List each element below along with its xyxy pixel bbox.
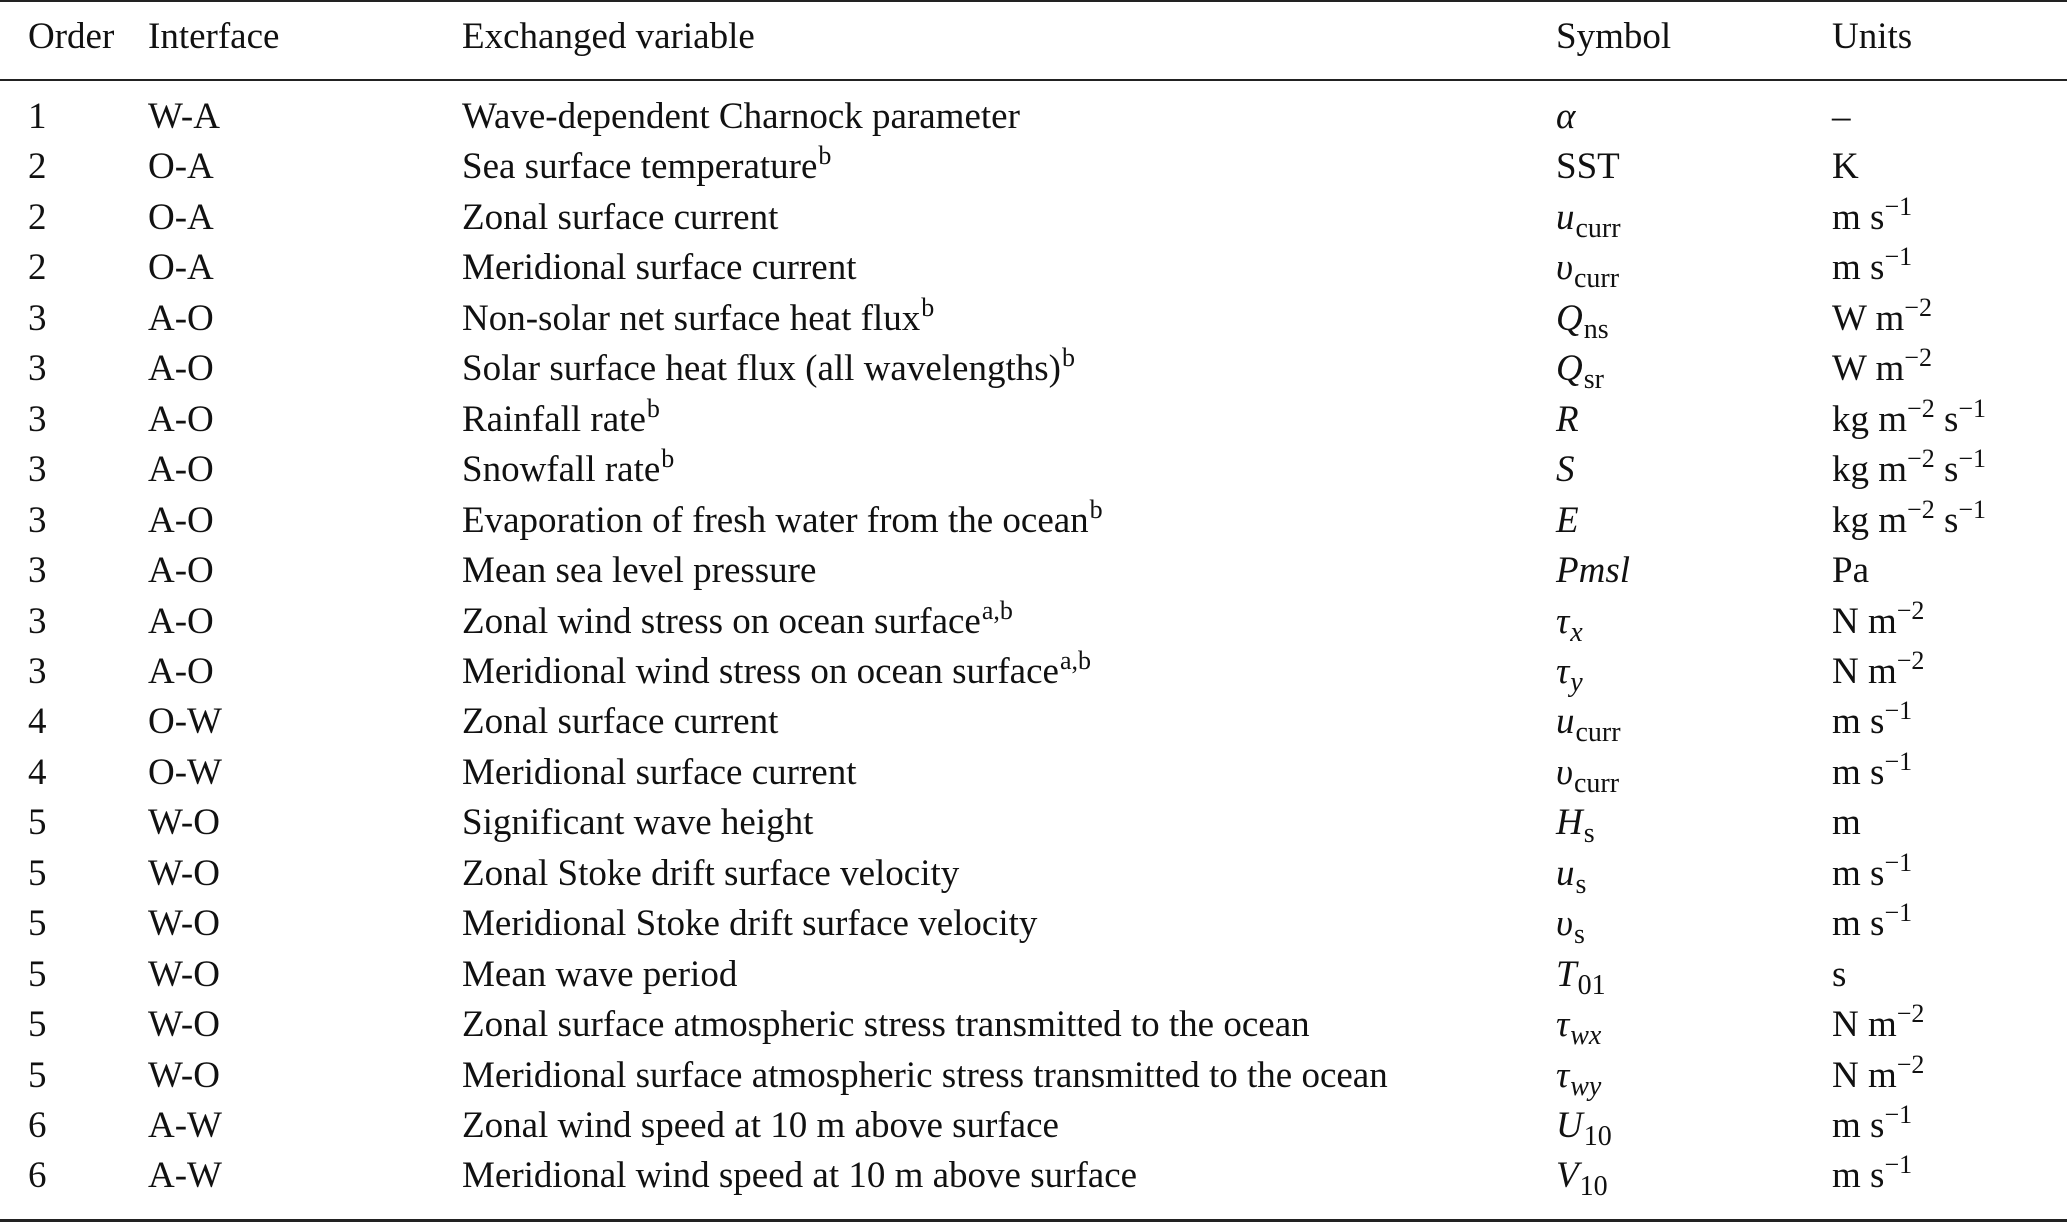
cell-symbol: [1556, 294, 1609, 344]
cell-order: 5: [28, 1054, 47, 1096]
cell-interface: A-O: [148, 297, 214, 339]
variable-text: Meridional wind stress on ocean surface: [462, 650, 1059, 692]
table-row: [0, 193, 2067, 243]
cell-symbol: [1556, 1051, 1601, 1101]
symbol-base: Q: [1556, 297, 1583, 339]
variable-text: Meridional surface atmospheric stress transmitted to the ocean: [462, 1054, 1388, 1096]
variable-text: Zonal surface atmospheric stress transmitted to the ocean: [462, 1004, 1310, 1046]
cell-order: 3: [28, 449, 47, 491]
cell-units: [1832, 344, 1932, 394]
cell-interface: W-O: [148, 802, 220, 844]
cell-variable: [462, 344, 1075, 394]
cell-order: 3: [28, 348, 47, 390]
table-row: [0, 243, 2067, 293]
symbol-subscript: wx: [1570, 1020, 1602, 1052]
units-exponent: −2: [1896, 999, 1925, 1029]
cell-variable: [462, 697, 778, 747]
cell-variable: [462, 748, 856, 798]
variable-text: Sea surface temperature: [462, 146, 818, 188]
cell-units: [1832, 1101, 1912, 1151]
cell-order: 1: [28, 96, 47, 137]
cell-order: 3: [28, 550, 47, 592]
table-row: [0, 496, 2067, 546]
cell-units: [1832, 697, 1912, 747]
symbol-base: τ: [1556, 600, 1570, 642]
cell-units: [1832, 496, 1986, 546]
cell-order: 5: [28, 1004, 47, 1046]
cell-interface: W-O: [148, 1004, 220, 1046]
table-row: [0, 1151, 2067, 1201]
cell-units: [1832, 243, 1912, 293]
cell-variable: [462, 294, 934, 344]
symbol-base: R: [1556, 398, 1579, 440]
variable-text: Significant wave height: [462, 802, 814, 844]
units-base: kg m: [1832, 449, 1908, 491]
table-row: [0, 344, 2067, 394]
units-tail: s: [1934, 398, 1959, 440]
units-base: –: [1832, 96, 1851, 137]
units-exponent: −2: [1896, 1049, 1925, 1079]
cell-interface: A-O: [148, 550, 214, 592]
variable-text: Mean wave period: [462, 953, 738, 995]
table-row: [0, 445, 2067, 495]
units-base: m: [1832, 802, 1861, 844]
variable-text: Non-solar net surface heat flux: [462, 297, 921, 339]
header-symbol: Symbol: [1556, 16, 1672, 57]
cell-units: [1832, 294, 1932, 344]
variable-text: Solar surface heat flux (all wavelengths): [462, 348, 1061, 390]
units-base: Pa: [1832, 550, 1869, 592]
cell-units: [1832, 546, 1869, 596]
cell-units: [1832, 445, 1986, 495]
symbol-base: V: [1556, 1155, 1579, 1197]
footnote-marker: b: [921, 292, 935, 322]
symbol-subscript: curr: [1575, 212, 1621, 244]
symbol-base: U: [1556, 1105, 1583, 1146]
cell-symbol: [1556, 1151, 1608, 1201]
cell-symbol: [1556, 798, 1595, 848]
variable-text: Zonal wind stress on ocean surface: [462, 600, 981, 642]
symbol-base: υ: [1556, 751, 1573, 793]
cell-order: 3: [28, 398, 47, 440]
cell-symbol: [1556, 748, 1619, 798]
footnote-marker: a,b: [981, 595, 1013, 625]
symbol-subscript: curr: [1573, 767, 1620, 799]
symbol-base: τ: [1556, 1004, 1570, 1046]
cell-order: 2: [28, 247, 47, 289]
units-tail-exponent: −1: [1958, 494, 1987, 524]
cell-interface: A-O: [148, 600, 214, 642]
cell-symbol: [1556, 647, 1583, 697]
cell-order: 5: [28, 953, 47, 995]
units-base: m s: [1832, 903, 1885, 945]
cell-units: [1832, 647, 1924, 697]
cell-order: 5: [28, 852, 47, 894]
units-exponent: −2: [1896, 645, 1925, 675]
cell-units: [1832, 798, 1861, 848]
cell-interface: O-W: [148, 701, 222, 743]
cell-order: 4: [28, 751, 47, 793]
units-exponent: −1: [1884, 191, 1913, 221]
table-row: [0, 647, 2067, 697]
units-tail-exponent: −1: [1958, 444, 1987, 474]
symbol-base: SST: [1556, 146, 1620, 188]
units-base: m s: [1832, 196, 1885, 238]
units-tail: s: [1934, 499, 1959, 541]
symbol-base: u: [1556, 852, 1575, 894]
symbol-subscript: s: [1573, 919, 1585, 951]
cell-interface: A-W: [148, 1155, 222, 1197]
cell-interface: W-A: [148, 96, 220, 137]
cell-units: [1832, 1151, 1912, 1201]
variable-text: Snowfall rate: [462, 449, 661, 491]
cell-interface: A-O: [148, 348, 214, 390]
cell-symbol: [1556, 395, 1579, 445]
units-base: W m: [1832, 348, 1905, 390]
header-variable: Exchanged variable: [462, 16, 755, 57]
cell-interface: O-A: [148, 196, 214, 238]
cell-variable: [462, 1000, 1310, 1050]
cell-order: 5: [28, 802, 47, 844]
variable-text: Meridional wind speed at 10 m above surface: [462, 1155, 1138, 1197]
units-tail-exponent: −1: [1958, 393, 1987, 423]
units-base: W m: [1832, 297, 1905, 339]
footnote-marker: b: [646, 393, 660, 423]
units-exponent: −2: [1907, 444, 1935, 474]
cell-symbol: [1556, 849, 1586, 899]
units-tail: s: [1934, 449, 1959, 491]
cell-units: [1832, 395, 1986, 445]
cell-order: 3: [28, 297, 47, 339]
variable-text: Mean sea level pressure: [462, 550, 817, 592]
table-row: [0, 1101, 2067, 1151]
header-interface: Interface: [148, 16, 280, 57]
cell-variable: [462, 647, 1091, 697]
units-exponent: −2: [1907, 393, 1935, 423]
units-base: m s: [1832, 751, 1885, 793]
table-row: [0, 748, 2067, 798]
cell-units: [1832, 193, 1912, 243]
cell-units: [1832, 950, 1846, 1000]
cell-symbol: [1556, 950, 1606, 1000]
units-exponent: −1: [1884, 696, 1913, 726]
symbol-subscript: 01: [1577, 969, 1606, 1001]
cell-variable: [462, 1151, 1137, 1201]
cell-interface: W-O: [148, 903, 220, 945]
table-row: [0, 1051, 2067, 1101]
symbol-base: S: [1556, 449, 1575, 491]
cell-interface: A-O: [148, 398, 214, 440]
cell-order: 2: [28, 146, 47, 188]
cell-symbol: [1556, 193, 1621, 243]
units-exponent: −2: [1907, 494, 1935, 524]
units-base: kg m: [1832, 499, 1908, 541]
symbol-subscript: curr: [1575, 717, 1621, 749]
units-base: m s: [1832, 701, 1885, 743]
symbol-subscript: ns: [1583, 313, 1609, 345]
table-row: [0, 1000, 2067, 1050]
table-row: [0, 899, 2067, 949]
cell-variable: [462, 142, 831, 192]
symbol-subscript: 10: [1583, 1121, 1612, 1152]
cell-units: [1832, 1000, 1924, 1050]
units-exponent: −2: [1896, 595, 1925, 625]
table-row: [0, 697, 2067, 747]
cell-variable: [462, 546, 816, 596]
units-base: m s: [1832, 852, 1885, 894]
cell-interface: W-O: [148, 852, 220, 894]
cell-order: 3: [28, 650, 47, 692]
symbol-base: H: [1556, 802, 1583, 844]
cell-units: [1832, 597, 1924, 647]
table-header-row: [0, 12, 2067, 62]
cell-units: [1832, 92, 1851, 142]
cell-symbol: [1556, 496, 1579, 546]
cell-interface: O-A: [148, 247, 214, 289]
cell-variable: [462, 1051, 1388, 1101]
cell-variable: [462, 496, 1103, 546]
cell-units: [1832, 1051, 1924, 1101]
variable-text: Wave-dependent Charnock parameter: [462, 96, 1020, 137]
symbol-base: u: [1556, 701, 1575, 743]
cell-order: 3: [28, 499, 47, 541]
variable-text: Evaporation of fresh water from the ocean: [462, 499, 1089, 541]
header-order: Order: [28, 16, 115, 57]
units-base: m s: [1832, 1105, 1885, 1146]
variable-text: Meridional Stoke drift surface velocity: [462, 903, 1038, 945]
cell-variable: [462, 395, 660, 445]
variable-text: Zonal surface current: [462, 701, 779, 743]
symbol-subscript: s: [1575, 868, 1587, 900]
table-row: [0, 798, 2067, 848]
table-row: [0, 546, 2067, 596]
symbol-base: Q: [1556, 348, 1583, 390]
cell-order: 6: [28, 1105, 47, 1146]
cell-symbol: [1556, 1101, 1612, 1151]
cell-units: [1832, 748, 1912, 798]
units-exponent: −1: [1884, 1150, 1913, 1180]
table-row: [0, 849, 2067, 899]
cell-symbol: [1556, 142, 1620, 192]
cell-symbol: [1556, 597, 1583, 647]
table-top-rule: [0, 0, 2067, 2]
table-row: [0, 395, 2067, 445]
cell-variable: [462, 849, 959, 899]
cell-units: [1832, 899, 1912, 949]
cell-symbol: [1556, 243, 1619, 293]
cell-variable: [462, 1101, 1059, 1151]
cell-interface: A-O: [148, 449, 214, 491]
cell-variable: [462, 92, 1020, 142]
footnote-marker: b: [1089, 494, 1103, 524]
table-header-rule: [0, 79, 2067, 81]
cell-symbol: [1556, 445, 1575, 495]
cell-order: 6: [28, 1155, 47, 1197]
cell-interface: O-W: [148, 751, 222, 793]
symbol-subscript: sr: [1583, 364, 1604, 396]
footnote-marker: b: [1061, 343, 1075, 373]
footnote-marker: b: [661, 444, 675, 474]
symbol-base: Pmsl: [1556, 550, 1630, 592]
symbol-base: τ: [1556, 650, 1570, 692]
units-base: N m: [1832, 650, 1897, 692]
symbol-base: τ: [1556, 1054, 1570, 1096]
cell-units: [1832, 142, 1859, 192]
cell-variable: [462, 899, 1037, 949]
table-row: [0, 92, 2067, 142]
symbol-subscript: curr: [1573, 263, 1620, 295]
cell-interface: O-A: [148, 146, 214, 188]
symbol-base: u: [1556, 196, 1575, 238]
cell-symbol: [1556, 899, 1585, 949]
cell-symbol: [1556, 92, 1575, 142]
units-exponent: −1: [1884, 746, 1913, 776]
symbol-base: υ: [1556, 903, 1573, 945]
cell-symbol: [1556, 546, 1630, 596]
cell-variable: [462, 950, 737, 1000]
cell-interface: A-O: [148, 499, 214, 541]
symbol-subscript: x: [1570, 616, 1583, 648]
units-base: N m: [1832, 600, 1897, 642]
units-base: N m: [1832, 1054, 1897, 1096]
units-exponent: −1: [1884, 898, 1913, 928]
footnote-marker: a,b: [1059, 645, 1091, 675]
units-base: kg m: [1832, 398, 1908, 440]
table-row: [0, 597, 2067, 647]
units-exponent: −1: [1884, 847, 1913, 877]
cell-interface: W-O: [148, 953, 220, 995]
symbol-subscript: y: [1570, 666, 1583, 698]
cell-interface: A-O: [148, 650, 214, 692]
footnote-marker: b: [818, 141, 832, 171]
cell-order: 2: [28, 196, 47, 238]
cell-interface: W-O: [148, 1054, 220, 1096]
cell-symbol: [1556, 344, 1604, 394]
symbol-base: υ: [1556, 247, 1573, 289]
symbol-base: E: [1556, 499, 1579, 541]
units-base: m s: [1832, 1155, 1885, 1197]
units-base: K: [1832, 146, 1859, 188]
cell-symbol: [1556, 697, 1621, 747]
table-row: [0, 950, 2067, 1000]
cell-interface: A-W: [148, 1105, 222, 1146]
symbol-base: T: [1556, 953, 1577, 995]
header-units: Units: [1832, 16, 1913, 57]
units-exponent: −2: [1904, 292, 1932, 322]
symbol-subscript: 10: [1579, 1171, 1608, 1203]
table-bottom-rule: [0, 1219, 2067, 1222]
units-exponent: −1: [1884, 1100, 1913, 1129]
cell-variable: [462, 193, 778, 243]
cell-variable: [462, 597, 1013, 647]
table-row: [0, 142, 2067, 192]
cell-order: 4: [28, 701, 47, 743]
variable-text: Zonal surface current: [462, 196, 779, 238]
units-base: N m: [1832, 1004, 1897, 1046]
variable-text: Zonal Stoke drift surface velocity: [462, 852, 960, 894]
cell-symbol: [1556, 1000, 1601, 1050]
cell-units: [1832, 849, 1912, 899]
variable-text: Zonal wind speed at 10 m above surface: [462, 1105, 1059, 1146]
symbol-base: α: [1556, 96, 1576, 137]
cell-variable: [462, 243, 856, 293]
cell-variable: [462, 445, 674, 495]
table-row: [0, 294, 2067, 344]
units-exponent: −2: [1904, 343, 1932, 373]
symbol-subscript: wy: [1570, 1070, 1602, 1102]
units-base: s: [1832, 953, 1847, 995]
units-exponent: −1: [1884, 242, 1913, 272]
variable-text: Rainfall rate: [462, 398, 646, 440]
variable-text: Meridional surface current: [462, 247, 857, 289]
units-base: m s: [1832, 247, 1885, 289]
symbol-subscript: s: [1583, 818, 1595, 850]
cell-order: 3: [28, 600, 47, 642]
cell-order: 5: [28, 903, 47, 945]
variable-text: Meridional surface current: [462, 751, 857, 793]
cell-variable: [462, 798, 813, 848]
